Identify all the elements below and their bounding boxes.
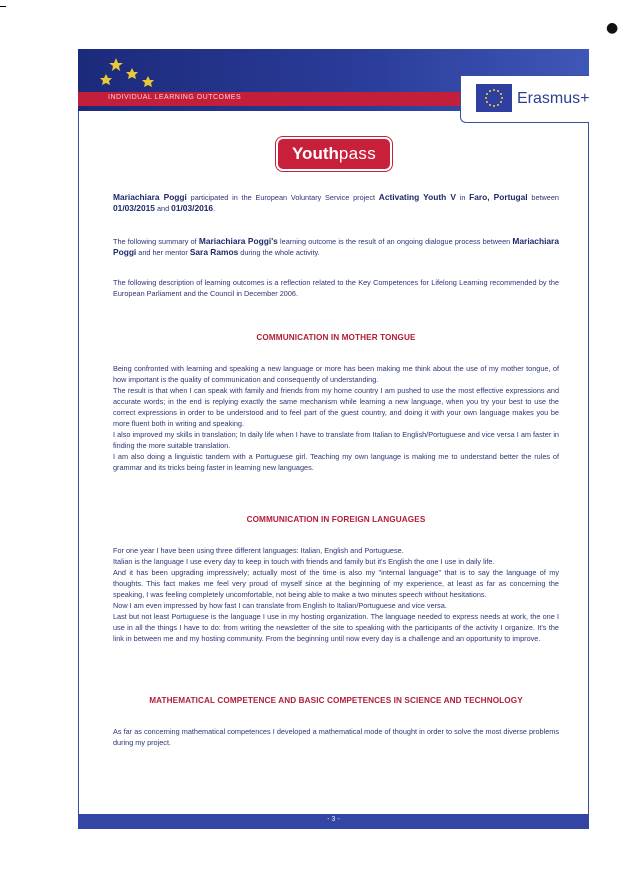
- start-date: 01/03/2015: [113, 203, 155, 213]
- erasmus-logo: [460, 75, 589, 123]
- corner-mark: ●: [606, 20, 619, 36]
- strip-label: INDIVIDUAL LEARNING OUTCOMES: [108, 94, 242, 101]
- paragraph: Last but not least Portuguese is the language I use in my hosting organization. The language needed to express needs at work, the one I use in all the things I have to do: from writing the newsletter of the site to speaking with the participants of the activity I organize. It's the link in between me and my hosting community. From the beginning until now every day is a challenge and an opportunity to improve.: [113, 612, 559, 643]
- participant-name: Mariachiara Poggi: [113, 236, 559, 257]
- intro-paragraph-1: [113, 192, 559, 214]
- text: participated in the European Voluntary Service project: [186, 193, 379, 202]
- participant-name: Mariachiara Poggi: [113, 192, 187, 202]
- youthpass-logo: [278, 139, 390, 169]
- eu-stars-icon: [96, 54, 176, 92]
- section-body-foreign-languages: [113, 545, 559, 644]
- paragraph: I also improved my skills in translation; In daily life when I have to translate from Italian to English/Portuguese and vice versa I am faster in finding the more suitable translation.: [113, 430, 559, 450]
- text: .: [213, 204, 216, 213]
- intro-paragraph-2: [113, 236, 559, 258]
- section-body-mother-tongue: [113, 363, 559, 473]
- section-heading-mother-tongue: COMMUNICATION IN MOTHER TONGUE: [256, 333, 416, 342]
- end-date: 01/03/2016: [171, 203, 214, 213]
- text: and her mentor: [136, 248, 190, 257]
- section-body-mathematical: [113, 726, 559, 748]
- text: in: [455, 193, 470, 202]
- youthpass-strong: Youth: [291, 144, 339, 163]
- youthpass-light: pass: [338, 144, 376, 163]
- footer-bar: [78, 814, 589, 829]
- erasmus-wordmark: Erasmus+: [517, 90, 590, 107]
- paragraph: Italian is the language I use every day to keep in touch with friends and family but it's English the one I use in daily life.: [113, 557, 495, 566]
- scan-edge-mark: [0, 6, 6, 7]
- text: between: [527, 193, 559, 202]
- participant-name-possessive: Mariachiara Poggi's: [198, 236, 278, 246]
- project-place: Faro, Portugal: [469, 192, 528, 202]
- project-name: Activating Youth V: [378, 192, 456, 202]
- paragraph: The result is that when I can speak with family and friends from my home country I am pushed to use the most effective expressions and accurate words; in the end is replying exactly the same mechanism while learning a new language, when you try your best to use the correct expressions in order to be understood and to feel part of the guest country, and doing it with your own language makes you be more fluent both in writing and speaking.: [113, 386, 559, 428]
- eu-flag-icon: [476, 84, 512, 112]
- text: and: [154, 204, 172, 213]
- paragraph: For one year I have been using three different languages: Italian, English and Portuguese.: [113, 546, 404, 555]
- text: The following summary of: [113, 237, 199, 246]
- text: during the whole activity.: [238, 248, 320, 257]
- paragraph: As far as concerning mathematical competences I developed a mathematical mode of thought in order to solve the most diverse problems during my project.: [113, 727, 559, 747]
- section-heading-mathematical: MATHEMATICAL COMPETENCE AND BASIC COMPETENCES IN SCIENCE AND TECHNOLOGY: [149, 696, 523, 705]
- page-number: - 3 -: [327, 816, 340, 823]
- paragraph: I am also doing a linguistic tandem with a Portuguese girl. Teaching my own language is making me to understand better the rules of grammar and its tricks being faster in learning new languages.: [113, 452, 559, 472]
- paragraph: Now I am even impressed by how fast I can translate from English to Italian/Portuguese and vice versa.: [113, 601, 447, 610]
- paragraph: And it has been upgrading impressively; actually most of the time is also my "internal language" that is to say the language of my thoughts. This fact makes me feel very proud of myself since at the beginning of my experience, at least as far as concerning the speaking, I was feeling completely uncomfortable, not being able to make a two minutes speech without hesitations.: [113, 568, 559, 599]
- intro-paragraph-3: The following description of learning outcomes is a reflection related to the Key Competences for Lifelong Learning recommended by the European Parliament and the Council in December 2006.: [113, 278, 559, 298]
- mentor-name: Sara Ramos: [189, 247, 239, 257]
- header-strip: [78, 92, 498, 106]
- paragraph: Being confronted with learning and speaking a new language or more has been making me think about the use of my mother tongue, of how important is the quality of communication and consequently of understanding.: [113, 364, 559, 384]
- text: learning outcome is the result of an ongoing dialogue process between: [277, 237, 513, 246]
- section-heading-foreign-languages: COMMUNICATION IN FOREIGN LANGUAGES: [246, 515, 426, 524]
